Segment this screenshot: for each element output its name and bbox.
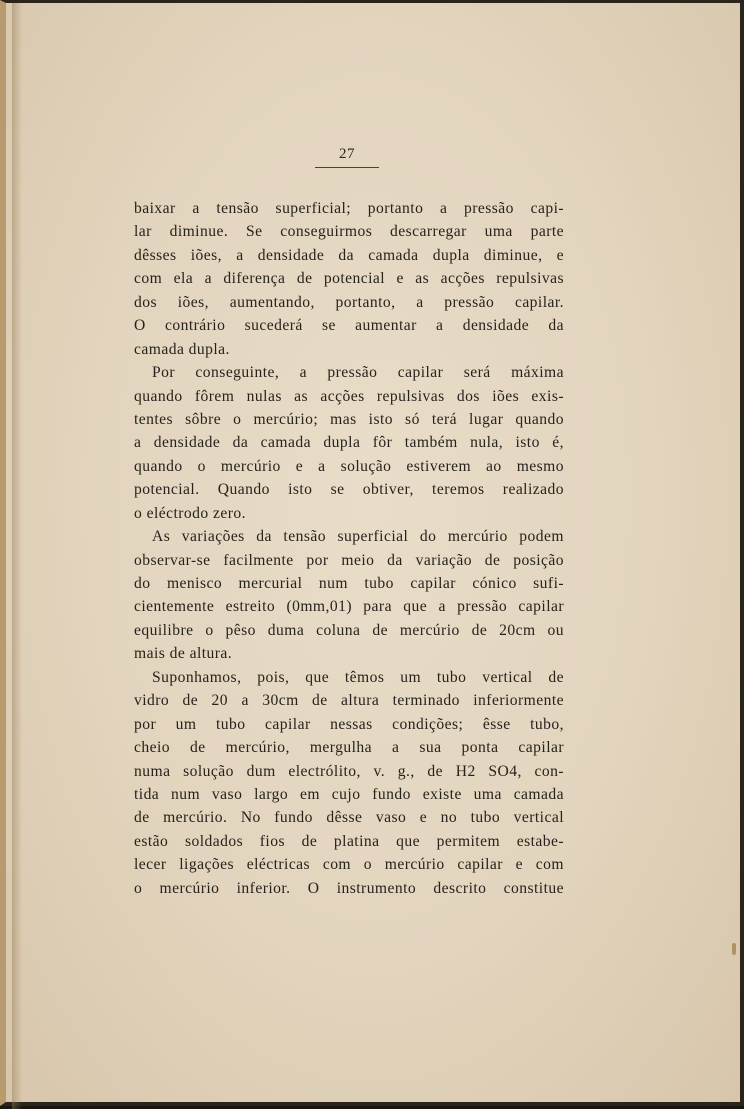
text-line: camada dupla. — [134, 340, 230, 358]
page-number: 27 — [315, 146, 379, 168]
text-line: tida num vaso largo em cujo fundo existe uma camada — [134, 785, 564, 803]
text-line: mais de altura. — [134, 645, 233, 663]
paper-stain — [732, 943, 736, 955]
text-line: estão soldados fios de platina que permitem estabe- — [134, 832, 564, 850]
text-line: a densidade da camada dupla fôr também nula, isto é, — [134, 434, 564, 452]
text-line: dos iões, aumentando, portanto, a pressão capilar. — [134, 293, 564, 311]
text-line: vidro de 20 a 30cm de altura terminado inferiormente — [134, 692, 564, 710]
text-line: o eléctrodo zero. — [134, 504, 246, 522]
text-line: Suponhamos, pois, que têmos um tubo vertical de — [152, 668, 564, 686]
text-line: por um tubo capilar nessas condições; êsse tubo, — [134, 715, 564, 733]
text-line: quando fôrem nulas as acções repulsivas dos iões exis- — [134, 387, 564, 405]
text-line: O contrário sucederá se aumentar a densidade da — [134, 317, 564, 335]
text-line: do menisco mercurial num tubo capilar cónico sufi- — [134, 575, 564, 592]
text-line: tentes sôbre o mercúrio; mas isto só terá lugar quando — [134, 410, 564, 428]
page-binding-edge — [12, 3, 22, 1109]
text-line: numa solução dum electrólito, v. g., de H2 SO4, con- — [134, 762, 564, 780]
text-line: cheio de mercúrio, mergulha a sua ponta capilar — [134, 739, 564, 757]
text-line: baixar a tensão superficial; portanto a pressão capi- — [134, 200, 564, 217]
body-text — [134, 197, 564, 900]
text-line: de mercúrio. No fundo dêsse vaso e no tubo vertical — [134, 809, 564, 827]
text-line: dêsses iões, a densidade da camada dupla diminue, e — [134, 246, 564, 264]
text-line: lecer ligações eléctricas com o mercúrio capilar e com — [134, 856, 564, 874]
text-line: quando o mercúrio e a solução estiverem ao mesmo — [134, 457, 564, 475]
text-line: observar-se facilmente por meio da variação de posição — [134, 551, 564, 569]
text-line: com ela a diferença de potencial e as acções repulsivas — [134, 270, 564, 288]
text-line: lar diminue. Se conseguirmos descarregar uma parte — [134, 223, 564, 241]
text-line: o mercúrio inferior. O instrumento descrito constitue — [134, 879, 564, 897]
text-line: cientemente estreito (0mm,01) para que a pressão capilar — [134, 598, 564, 616]
text-line: potencial. Quando isto se obtiver, teremos realizado — [134, 481, 564, 499]
text-line: equilibre o pêso duma coluna de mercúrio de 20cm ou — [134, 621, 564, 639]
text-line: Por conseguinte, a pressão capilar será máxima — [152, 364, 564, 382]
text-line: As variações da tensão superficial do mercúrio podem — [152, 528, 564, 546]
